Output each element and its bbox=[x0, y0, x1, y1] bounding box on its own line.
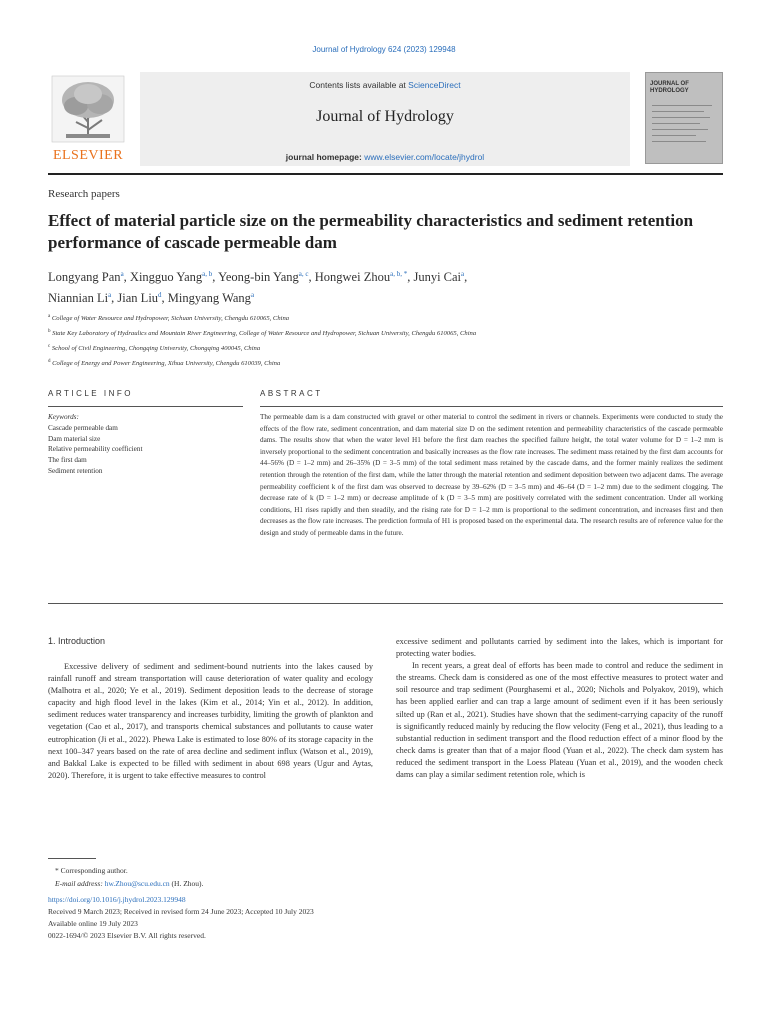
body-paragraph: excessive sediment and pollutants carried by sediment into the lakes, which is important for protecting water bodies. bbox=[396, 637, 723, 659]
available-online: Available online 19 July 2023 bbox=[48, 919, 138, 928]
article-info-heading: ARTICLE INFO bbox=[48, 389, 133, 398]
email-link[interactable]: hw.Zhou@scu.edu.cn bbox=[104, 879, 170, 888]
introduction-heading: 1. Introduction bbox=[48, 636, 106, 646]
author-name: Xingguo Yang bbox=[129, 270, 203, 285]
cover-line bbox=[652, 129, 708, 130]
author-affiliation-marker[interactable]: d bbox=[158, 291, 162, 300]
homepage-line bbox=[140, 152, 630, 162]
affiliation-text: School of Civil Engineering, Chongqing University, Chongqing 400045, China bbox=[50, 344, 261, 352]
header-rule bbox=[48, 173, 723, 175]
author-separator: , bbox=[407, 270, 414, 285]
abstract-heading: ABSTRACT bbox=[260, 389, 323, 398]
email-label: E-mail address: bbox=[55, 879, 105, 888]
journal-cover bbox=[645, 72, 723, 164]
body-column-right bbox=[396, 636, 723, 781]
corresponding-author-note: * Corresponding author. bbox=[55, 866, 128, 875]
author-affiliation-marker[interactable]: a bbox=[120, 270, 124, 278]
received-dates: Received 9 March 2023; Received in revised form 24 June 2023; Accepted 10 July 2023 bbox=[48, 907, 314, 916]
author-name: Niannian Li bbox=[48, 291, 109, 306]
author-name: Junyi Cai bbox=[413, 270, 462, 285]
email-suffix: (H. Zhou). bbox=[169, 879, 204, 888]
contents-prefix: Contents lists available at bbox=[309, 80, 409, 90]
cover-line bbox=[652, 105, 712, 106]
author-name: Hongwei Zhou bbox=[314, 270, 391, 285]
journal-header-band bbox=[140, 72, 630, 166]
affiliation-item bbox=[48, 326, 728, 341]
abstract-bottom-rule bbox=[48, 603, 723, 604]
cover-line bbox=[652, 141, 706, 142]
affiliation-marker: d bbox=[48, 358, 51, 364]
keyword-item: Relative permeability coefficient bbox=[48, 445, 143, 454]
keyword-item: Dam material size bbox=[48, 434, 101, 443]
author-separator: , bbox=[464, 270, 468, 285]
affiliation-text: College of Energy and Power Engineering, Xihua University, Chengdu 610039, China bbox=[50, 359, 281, 367]
author-separator: , bbox=[212, 270, 219, 285]
author-affiliation-marker[interactable]: a, b bbox=[202, 270, 213, 278]
homepage-prefix: journal homepage: bbox=[285, 152, 365, 162]
footnote bbox=[55, 864, 455, 890]
affiliation-marker: a bbox=[48, 314, 51, 319]
citation-line[interactable]: Journal of Hydrology 624 (2023) 129948 bbox=[312, 45, 456, 54]
paper-title: Effect of material particle size on the permeability characteristics and sediment retention performance of cascade permeable dam bbox=[48, 211, 694, 252]
elsevier-logo bbox=[48, 72, 128, 164]
author-affiliation-marker[interactable]: a bbox=[461, 270, 465, 278]
email-line bbox=[55, 877, 455, 890]
cover-line bbox=[652, 135, 696, 136]
keywords-block bbox=[48, 412, 243, 477]
author-list bbox=[48, 265, 728, 307]
affiliation-marker: c bbox=[48, 343, 51, 349]
author-separator: , bbox=[161, 291, 168, 306]
cover-line bbox=[652, 111, 704, 112]
affiliation-item bbox=[48, 356, 728, 371]
doi-link[interactable]: https://doi.org/10.1016/j.jhydrol.2023.129948 bbox=[48, 895, 186, 904]
article-info-rule bbox=[48, 406, 243, 407]
affiliation-marker: b bbox=[48, 328, 51, 334]
abstract-rule bbox=[260, 406, 723, 407]
author-affiliation-marker[interactable]: a, b, * bbox=[390, 270, 408, 278]
keyword-item: The first dam bbox=[48, 456, 87, 465]
cover-line bbox=[652, 117, 710, 118]
author-name: Longyang Pan bbox=[48, 270, 121, 285]
contents-line bbox=[140, 80, 630, 90]
keyword-item: Cascade permeable dam bbox=[48, 423, 118, 432]
body-paragraph: Excessive delivery of sediment and sediment-bound nutrients into the lakes caused by rainfall runoff and stream transportation will cause deterioration of water quality and ecology (Malhotra et al., 2020; Ye et al., 2019). Sediment deposition leads to the decrease of storage capacity and high flood level in the lakes (Kim et al., 2014; Yin et al., 2012). In addition, sediment reduces water transparency and increases turbidity, limiting the growth of plankton and vegetation (Cao et al., 2017), and transports chemical substances and pollutants to cause water eutrophication (Ji et al., 2022). Phewa Lake is estimated to lose 80% of its storage capacity in the next 100–347 years based on the rate of area decline and sediment influx (Watson et al., 2019), and Bakkal Lake is expected to be filled with sediment in about 698 years (Ugur and Aytas, 2020). Therefore, it is urgent to take effective measures to control bbox=[48, 662, 373, 780]
author-name: Jian Liu bbox=[117, 291, 159, 306]
keyword-item: Sediment retention bbox=[48, 466, 103, 475]
cover-line bbox=[652, 123, 700, 124]
body-column-left bbox=[48, 661, 373, 782]
article-history bbox=[48, 894, 548, 942]
author-affiliation-marker[interactable]: a, c bbox=[298, 270, 309, 278]
homepage-link[interactable]: www.elsevier.com/locate/jhydrol bbox=[364, 152, 485, 162]
keyword-list bbox=[48, 423, 243, 477]
affiliation-item bbox=[48, 311, 728, 326]
journal-title: Journal of Hydrology bbox=[316, 108, 454, 125]
author-name: Mingyang Wang bbox=[167, 291, 251, 306]
copyright: 0022-1694/© 2023 Elsevier B.V. All rights reserved. bbox=[48, 931, 206, 940]
author-separator: , bbox=[111, 291, 118, 306]
affiliation-list bbox=[48, 311, 728, 371]
sciencedirect-link[interactable]: ScienceDirect bbox=[408, 80, 461, 90]
affiliation-text: State Key Laboratory of Hydraulics and Mountain River Engineering, College of Water Resource and Hydropower, Sichuan University, Chengdu 610065, China bbox=[50, 330, 477, 338]
author-separator: , bbox=[308, 270, 315, 285]
keywords-label: Keywords: bbox=[48, 413, 79, 421]
cover-title: JOURNAL OF HYDROLOGY bbox=[650, 81, 689, 94]
body-paragraph: In recent years, a great deal of efforts has been made to control and reduce the sediment in the streams. Check dam is considered as one of the most effective measures to protect water and soil resource and trap sediment (Pourghasemi et al., 2020; Nichols and Polyakov, 2019), which has been applied earlier and can trap a large amount of sediment even if it has been seriously silted up (Ran et al., 2021). Studies have shown that the sediment-carrying capacity of the runoff is significantly reduced mainly by reducing the flow velocity (Feng et al., 2021), thus leading to a substantial reduction in sediment transport and the flood reduction effect of a minor flood by the check dams is greater than that of a major flood (Yuan et al., 2022). The check dam system has reduced the sediment transport in the Loess Plateau (Yuan et al., 2019), and the wooden check dams can play a similar sediment retention role, which is bbox=[396, 661, 723, 780]
elsevier-wordmark: ELSEVIER bbox=[52, 148, 124, 163]
affiliation-item bbox=[48, 341, 728, 356]
section-label: Research papers bbox=[48, 188, 120, 200]
author-separator: , bbox=[123, 270, 130, 285]
footnote-rule bbox=[48, 858, 96, 859]
abstract-text: The permeable dam is a dam constructed with gravel or other material to control the sediment in rivers or channels. Experiments were conducted to study the effects of the flow rate, sediment concentration, and dam material size D on the sediment retention and permeability characteristics of the cascade permeable dams. The results show that when the water level H1 before the first dam reaches the specified failure height, the total water volume for D = 1–2 mm is inversely proportional to the sediment concentration and basically increases as the flow rate increases. The sediment mass retained by the first dam accounts for 44–56% (D = 1–2 mm) and 26–35% (D = 3–5 mm) of the total sediment mass retained by the cascade dams, and the former mainly realizes the sediment retention through the retention of the first dam, while the latter through the material retention and sediment deposition between two adjacent dams. The average permeability coefficient k of the first dam was observed to decrease by 39–62% (D = 3–5 mm) and 46–64 (D = 1–2 mm) due to the sediment clogging. The decrease rate of k (D = 1–2 mm) or decrease amplitude of k (D = 3–5 mm) are positively correlated with the sediment concentration. Under all working conditions, H1 rises rapidly and then steadily, and the rising rate for D = 1–2 mm is proportional to the sediment concentration, and increases first and then decreases as the flow rate increases. The prediction formula of H1 is proposed based on the experimental data. The research results are of reference value for the design and study of permeable dams in the future. bbox=[260, 413, 723, 537]
author-name: Yeong-bin Yang bbox=[218, 270, 299, 285]
affiliation-text: College of Water Resource and Hydropower, Sichuan University, Chengdu 610065, China bbox=[50, 315, 290, 323]
author-affiliation-marker[interactable]: a bbox=[108, 291, 112, 300]
author-affiliation-marker[interactable]: a bbox=[250, 291, 255, 300]
